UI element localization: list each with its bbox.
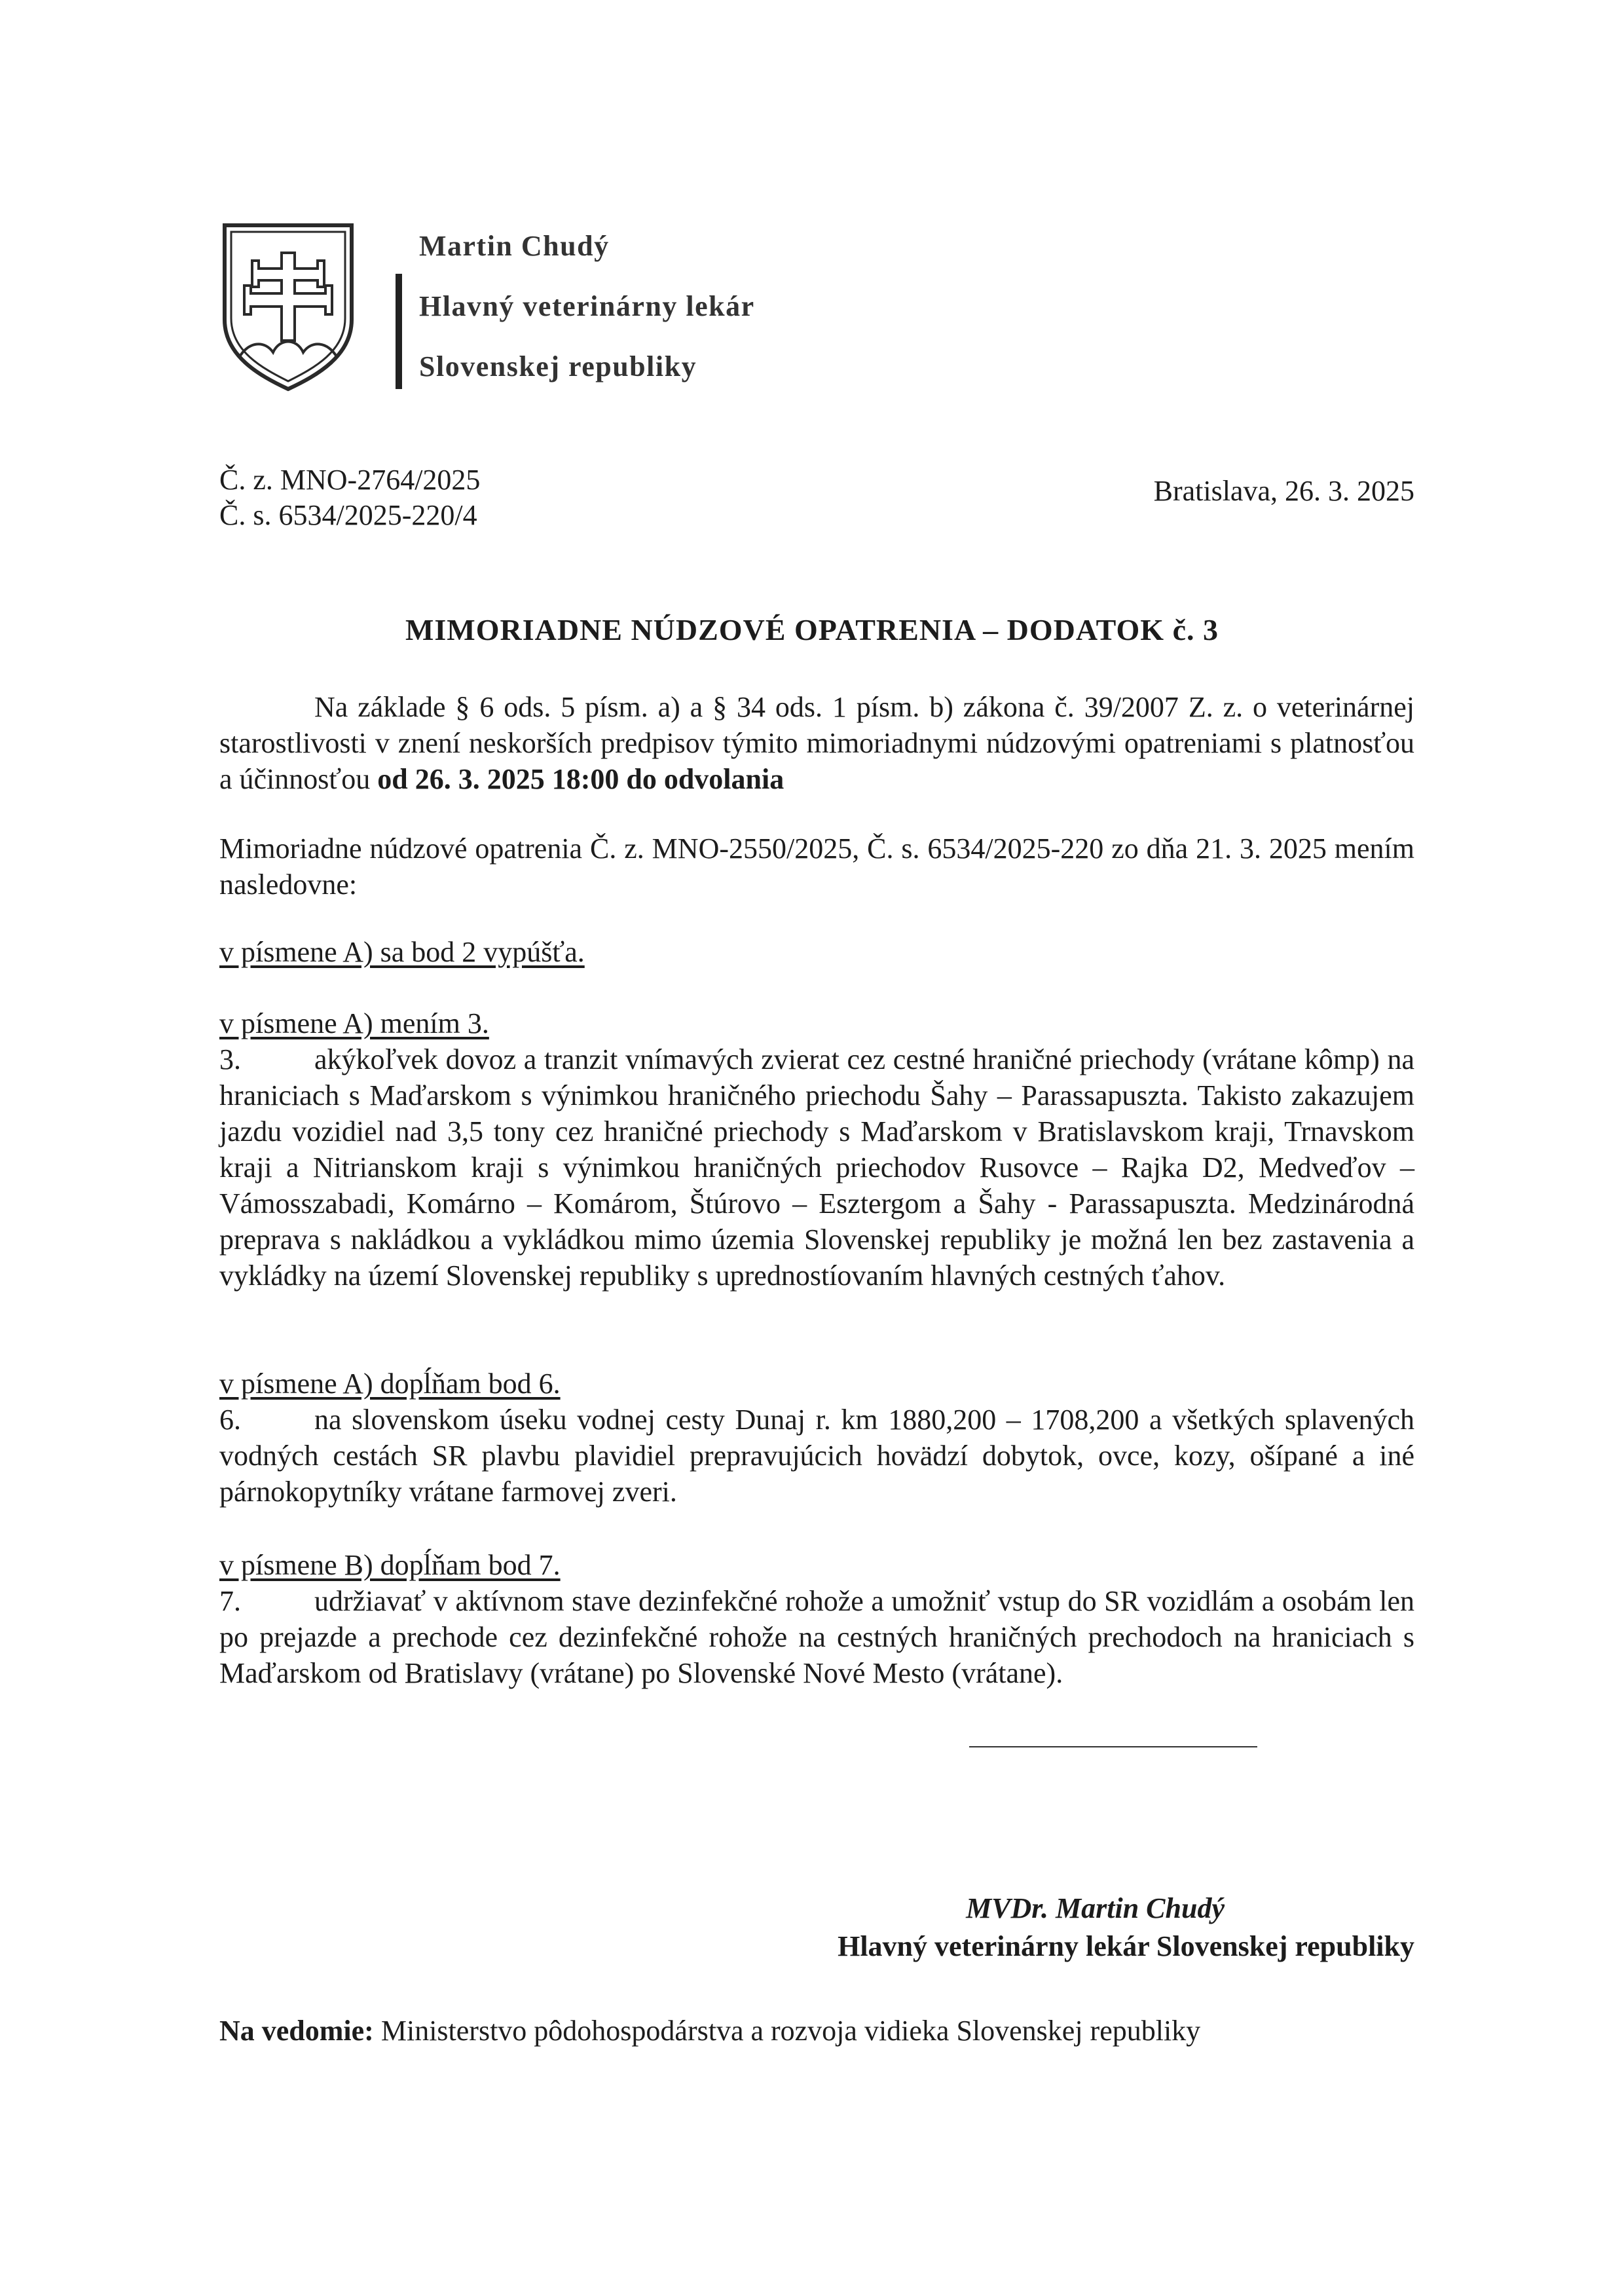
coat-of-arms-icon (219, 221, 357, 393)
letterhead-rule (396, 274, 402, 389)
amend-paragraph (219, 830, 1414, 903)
amend-text: Mimoriadne núdzové opatrenia Č. z. MNO-2550/2025, Č. s. 6534/2025-220 zo dňa 21. 3. 2025 mením nasledovne: (219, 832, 1414, 901)
item-text: akýkoľvek dovoz a tranzit vnímavých zvierat cez cestné hraničné priechody (vrátane kômp) na hraniciach s Maďarskom s výnimkou hraničného priechodu Šahy – Parassapuszta. Takisto zakazujem jazdu vozidiel nad 3,5 tony cez hraničné priechody s Maďarskom v Bratislavskom kraji, Trnavskom kraji a Nitrianskom kraji s výnimkou hraničných priechodov Rusovce – Rajka D2, Medveďov – Vámosszabadi, Komárno – Komárom, Štúrovo – Esztergom a Šahy - Parassapuszta. Medzinárodná preprava s nakládkou a vykládkou mimo územia Slovenskej republiky je možná len bez zastavenia a vykládky na území Slovenskej republiky s uprednostíovaním hlavných cestných ťahov. (219, 1043, 1414, 1292)
section-2 (219, 1005, 1414, 1294)
section-heading: v písmene A) dopĺňam bod 6. (219, 1368, 561, 1400)
document-title: MIMORIADNE NÚDZOVÉ OPATRENIA – DODATOK č. 3 (405, 613, 1219, 646)
section-1 (219, 934, 1414, 970)
section-heading: v písmene A) sa bod 2 vypúšťa. (219, 936, 585, 968)
notice-text: Ministerstvo pôdohospodárstva a rozvoja vidieka Slovenskej republiky (373, 2015, 1201, 2047)
signature-block (838, 1890, 1414, 1966)
signatory-name: MVDr. Martin Chudý (966, 1892, 1225, 1924)
intro-paragraph (219, 689, 1414, 797)
section-heading: v písmene A) mením 3. (219, 1007, 489, 1039)
reference-cs: Č. s. 6534/2025-220/4 (219, 499, 477, 531)
letterhead-country: Slovenskej republiky (419, 350, 697, 382)
notice-line (219, 2014, 1200, 2047)
item-number: 6. (219, 1404, 241, 1436)
item-text: udržiavať v aktívnom stave dezinfekčné rohože a umožniť vstup do SR vozidlám a osobám len po prejazde a prechode cez dezinfekčné rohože na cestných hraničných prechodoch na hraniciach s Maďarskom od Bratislavy (vrátane) po Slovenské Nové Mesto (vrátane). (219, 1585, 1414, 1689)
letterhead-name: Martin Chudý (419, 230, 610, 262)
section-4 (219, 1547, 1414, 1691)
item-text: na slovenskom úseku vodnej cesty Dunaj r. km 1880,200 – 1708,200 a všetkých splavených vodných cestách SR plavbu plavidiel prepravujúcich hovädzí dobytok, ovce, kozy, ošípané a iné párnokopytníky vrátane farmovej zveri. (219, 1404, 1414, 1508)
signature-line (969, 1746, 1257, 1747)
intro-text: Na základe § 6 ods. 5 písm. a) a § 34 ods. 1 písm. b) zákona č. 39/2007 Z. z. o veterinárnej starostlivosti v znení neskorších predpisov týmito mimoriadnymi núdzovými opatreniami s platnosťou a účinnosťou (219, 691, 1414, 795)
reference-numbers (219, 462, 480, 533)
intro-validity: od 26. 3. 2025 18:00 do odvolania (377, 763, 784, 795)
letterhead-title: Hlavný veterinárny lekár (419, 290, 755, 322)
reference-cz: Č. z. MNO-2764/2025 (219, 464, 481, 496)
item-number: 7. (219, 1585, 241, 1617)
letterhead (419, 216, 755, 397)
section-heading: v písmene B) dopĺňam bod 7. (219, 1549, 561, 1581)
section-3 (219, 1366, 1414, 1510)
item-number: 3. (219, 1043, 241, 1075)
signatory-role: Hlavný veterinárny lekár Slovenskej republiky (838, 1930, 1414, 1962)
place-and-date: Bratislava, 26. 3. 2025 (1153, 475, 1414, 507)
notice-label: Na vedomie: (219, 2015, 374, 2047)
